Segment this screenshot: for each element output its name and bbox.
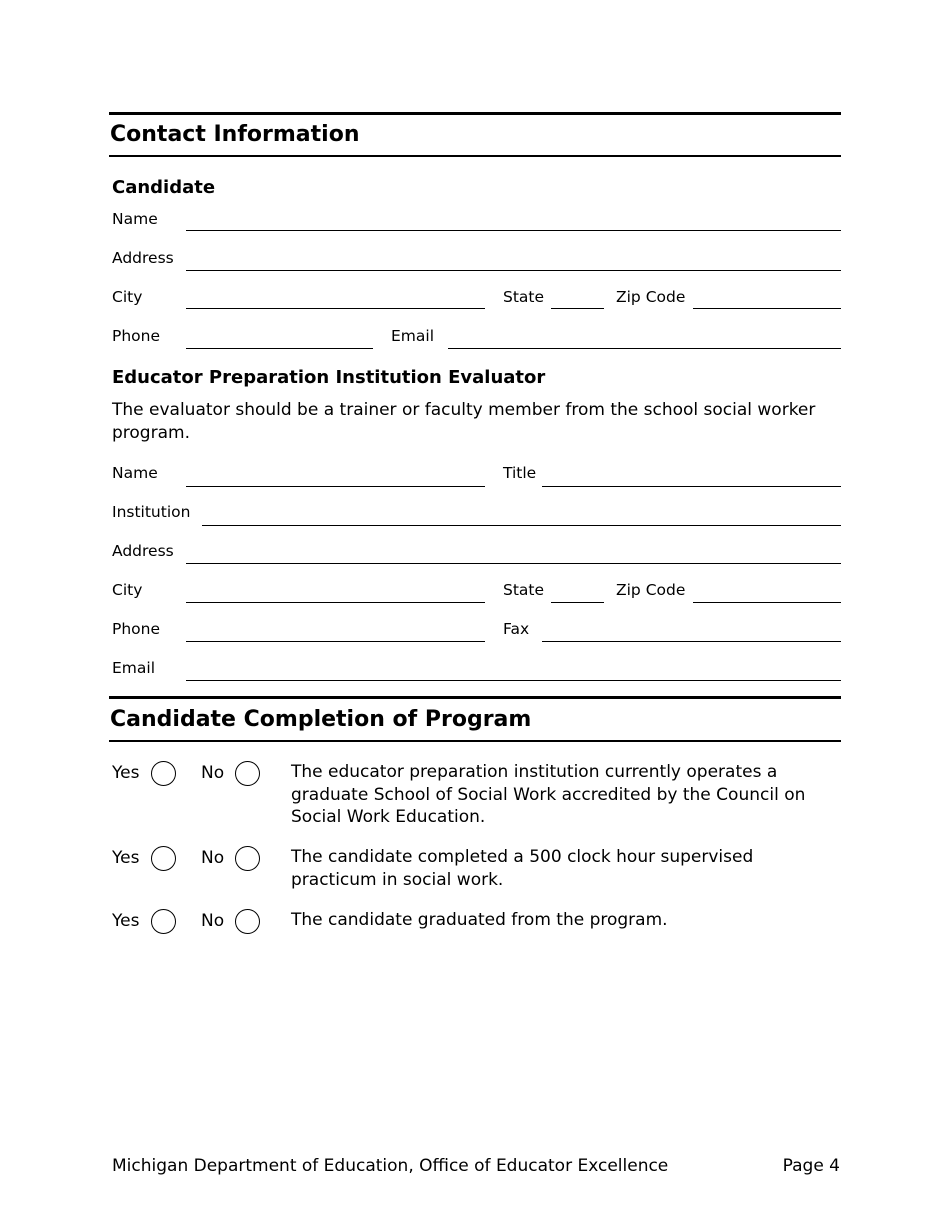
candidate-address-label: Address	[112, 249, 174, 267]
evaluator-city-label: City	[112, 581, 143, 599]
evaluator-name-field[interactable]	[186, 486, 485, 487]
yes-label: Yes	[112, 848, 140, 868]
yes-radio-2[interactable]	[151, 846, 176, 871]
evaluator-description: The evaluator should be a trainer or faculty member from the school social worker program.	[112, 400, 816, 443]
no-radio-2[interactable]	[235, 846, 260, 871]
evaluator-state-field[interactable]	[551, 602, 604, 603]
candidate-name-field[interactable]	[186, 230, 841, 231]
evaluator-heading: Educator Preparation Institution Evaluator	[112, 367, 546, 388]
evaluator-email-field[interactable]	[186, 680, 841, 681]
evaluator-name-label: Name	[112, 464, 158, 482]
completion-section-title: Candidate Completion of Program	[110, 707, 532, 732]
candidate-email-field[interactable]	[448, 348, 841, 349]
candidate-city-label: City	[112, 288, 143, 306]
no-label: No	[201, 911, 225, 931]
footer-page-number: Page 4	[782, 1156, 840, 1176]
evaluator-email-label: Email	[112, 659, 156, 677]
candidate-heading: Candidate	[112, 177, 216, 198]
candidate-email-label: Email	[391, 327, 435, 345]
evaluator-phone-label: Phone	[112, 620, 161, 638]
yes-radio-3[interactable]	[151, 909, 176, 934]
evaluator-phone-field[interactable]	[186, 641, 485, 642]
evaluator-title-field[interactable]	[542, 486, 841, 487]
evaluator-address-label: Address	[112, 542, 174, 560]
yes-label: Yes	[112, 763, 140, 783]
completion-item-text: The candidate graduated from the program.	[291, 910, 668, 930]
evaluator-state-label: State	[503, 581, 545, 599]
contact-title-underline	[109, 155, 841, 157]
yes-radio-1[interactable]	[151, 761, 176, 786]
evaluator-zip-field[interactable]	[693, 602, 841, 603]
candidate-phone-field[interactable]	[186, 348, 373, 349]
no-label: No	[201, 763, 225, 783]
completion-top-rule	[109, 696, 841, 699]
evaluator-zip-label: Zip Code	[616, 581, 686, 599]
candidate-zip-label: Zip Code	[616, 288, 686, 306]
completion-item-text: The candidate completed a 500 clock hour supervised practicum in social work.	[291, 847, 754, 890]
candidate-state-field[interactable]	[551, 308, 604, 309]
footer-organization: Michigan Department of Education, Office of Educator Excellence	[112, 1156, 669, 1176]
no-radio-3[interactable]	[235, 909, 260, 934]
candidate-name-label: Name	[112, 210, 158, 228]
evaluator-address-field[interactable]	[186, 563, 841, 564]
completion-item-text: The educator preparation institution currently operates a graduate School of Social Work accredited by the Council on Social Work Education.	[291, 762, 806, 827]
candidate-state-label: State	[503, 288, 545, 306]
no-radio-1[interactable]	[235, 761, 260, 786]
evaluator-city-field[interactable]	[186, 602, 485, 603]
no-label: No	[201, 848, 225, 868]
evaluator-institution-label: Institution	[112, 503, 191, 521]
candidate-city-field[interactable]	[186, 308, 485, 309]
candidate-address-field[interactable]	[186, 270, 841, 271]
evaluator-title-label: Title	[503, 464, 537, 482]
evaluator-institution-field[interactable]	[202, 525, 841, 526]
yes-label: Yes	[112, 911, 140, 931]
evaluator-fax-label: Fax	[503, 620, 530, 638]
candidate-zip-field[interactable]	[693, 308, 841, 309]
contact-section-title: Contact Information	[110, 122, 360, 147]
completion-title-underline	[109, 740, 841, 742]
evaluator-fax-field[interactable]	[542, 641, 841, 642]
candidate-phone-label: Phone	[112, 327, 161, 345]
section-top-rule	[109, 112, 841, 115]
